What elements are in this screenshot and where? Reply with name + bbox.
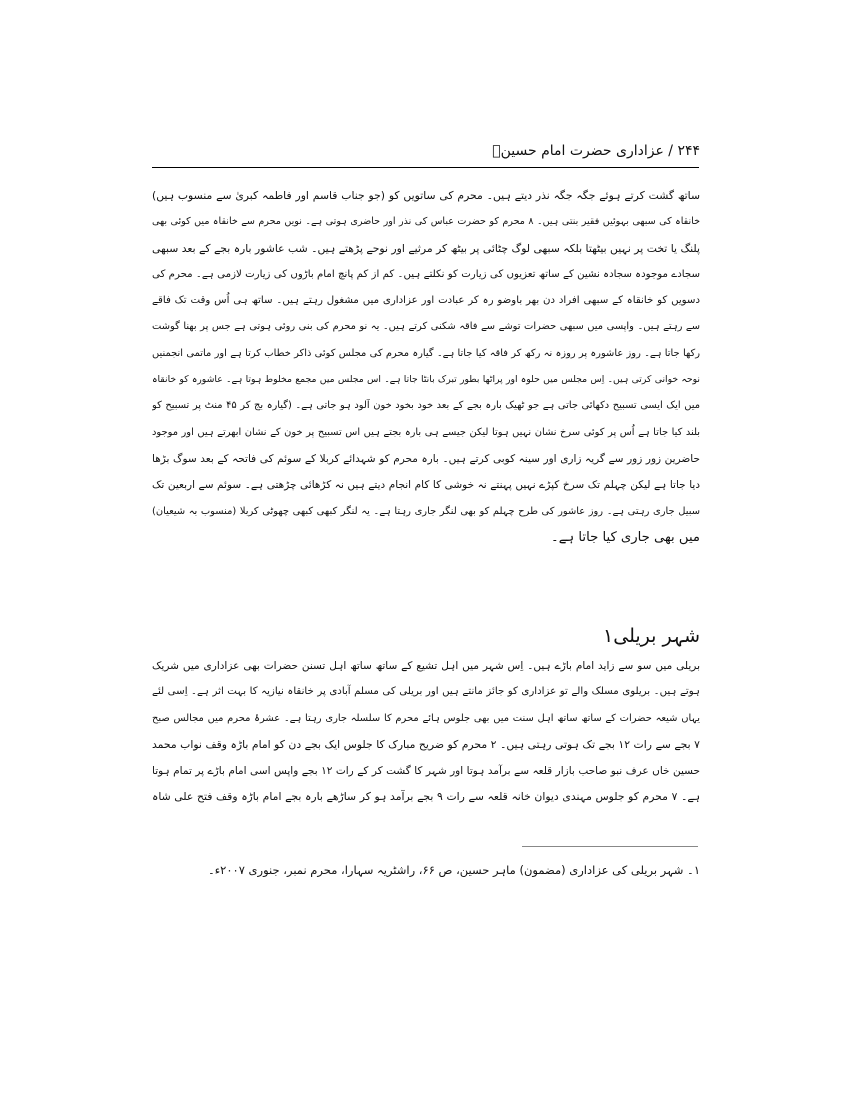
text-line: نوحہ خوانی کرتی ہیں۔ اِس مجلس میں حلوہ اور پراٹھا بطور تبرک بانٹا جاتا ہے۔ اس مجلس میں مجمع مخلوط ہوتا ہے۔ عاشورہ کو خانقاہ [152,374,700,386]
text-line: میں ایک ایسی تسبیح دکھائی جاتی ہے جو ٹھیک بارہ بجے کے بعد خود بخود خون آلود ہو جاتی ہے۔ (گیارہ بج کر ۴۵ منٹ پر تسبیح کو [152,400,700,412]
footnote-rule [522,846,698,847]
text-line: دیا جاتا ہے لیکن چہلم تک سرخ کپڑے نہیں پہنتے نہ خوشی کا کام انجام دیتے ہیں نہ کڑھائی چڑھتی ہے۔ سوئم سے اربعین تک [152,479,700,492]
text-line: حاضرین زور زور سے گریہ زاری اور سینہ کوبی کرتے ہیں۔ بارہ محرم کو شہدائے کربلا کے سوئم کی فاتحہ کے بعد سوگ بڑھا [152,452,700,465]
header-rule [152,167,699,168]
text-line: پلنگ یا تخت پر نہیں بیٹھتا بلکہ سبھی لوگ چٹائی پر بیٹھ کر مرثیے اور نوحے پڑھتے ہیں۔ شب عاشور بارہ بجے کے بعد سبھی [152,241,700,255]
text-line: رکھا جاتا ہے۔ روز عاشورہ پر روزہ نہ رکھ کر فاقہ کیا جاتا ہے۔ گیارہ محرم کی مجلس کوئی ذاکر خطاب کرتا ہے اور ماتمی انجمنیں [152,347,700,359]
text-line: بریلی میں سو سے زاید امام باڑے ہیں۔ اِس شہر میں اہل تشیع کے ساتھ ساتھ اہل تسنن حضرات بھی عزاداری میں شریک [152,660,700,672]
text-line: ہوتے ہیں۔ بریلوی مسلک والے تو عزاداری کو جائز مانتے ہیں اور بریلی کی مسلم آبادی پر خانقاہ نیازیہ کا بہت اثر ہے۔ اِسی لئے [152,686,700,698]
text-line: دسویں کو خانقاہ کے سبھی افراد دن بھر باوضو رہ کر عبادت اور عزاداری میں مشغول رہتے ہیں۔ ساتھ ہی اُس وقت تک فاقے [152,295,700,307]
section-heading: شہر بریلی۱ [603,625,700,647]
text-line: میں بھی جاری کیا جاتا ہے۔ [551,529,700,545]
text-line: ساتھ گشت کرتے ہوئے جگہ جگہ نذر دیتے ہیں۔ محرم کی ساتویں کو (جو جناب قاسم اور فاطمہ کبریٰ سے منسوب ہیں) [152,189,700,202]
text-line: یہاں شیعہ حضرات کے ساتھ ساتھ اہل سنت میں بھی جلوس ہائے محرم کا سلسلہ جاری رہتا ہے۔ عشرۂ محرم میں مجالس صبح [152,712,700,724]
body-paragraph-2 [152,653,700,811]
text-line: سے رہتے ہیں۔ واپسی میں سبھی حضرات توشے سے فاقہ شکنی کرتے ہیں۔ یہ نو محرم کی بنی روئی ہوتی ہے جس پر بھنا گوشت [152,321,700,333]
text-line: خانقاہ کی سبھی بہوئیں فقیر بنتی ہیں۔ ۸ محرم کو حضرت عباس کی نذر اور حاضری ہوتی ہے۔ نویں محرم سے خانقاہ میں کوئی بھی [152,216,700,228]
running-head: ۲۴۴ / عزاداری حضرت امام حسینؑ [492,143,700,159]
text-line: حسین خاں عرف نبو صاحب بازار قلعہ سے برآمد ہوتا اور شہر کا گشت کر کے رات ۱۲ بجے واپس اسی امام باڑے پر تمام ہوتا [152,765,700,778]
text-line: سجادے موجودہ سجادہ نشین کے ساتھ تعزیوں کی زیارت کو نکلتے ہیں۔ کم از کم پانچ امام باڑوں کی زیارت لازمی ہے۔ محرم کی [152,268,700,280]
text-line: بلند کیا جاتا ہے اُس پر کوئی سرخ نشان نہیں ہوتا لیکن جیسے ہی بارہ بجتے ہیں اس تسبیح پر خون کے نشان ابھرتے ہیں اور موجود [152,426,700,438]
footnote: ۱۔ شہر بریلی کی عزاداری (مضمون) ماہر حسین، ص ۶۶، راشٹریہ سہارا، محرم نمبر، جنوری ۲۰۰۷ء۔ [208,863,700,877]
text-line: ہے۔ ۷ محرم کو جلوس مہندی دیوان خانہ قلعہ سے رات ۹ بجے برآمد ہو کر ساڑھے بارہ بجے امام باڑہ وقف فتح علی شاہ [152,790,700,804]
text-line: سبیل جاری رہتی ہے۔ روز عاشور کی طرح چہلم کو بھی لنگر جاری رہتا ہے۔ یہ لنگر کبھی کبھی چھوٹی کربلا (منسوب بہ شیعیان) [152,505,700,517]
text-line: ۷ بجے سے رات ۱۲ بجے تک ہوتی رہتی ہیں۔ ۲ محرم کو ضریح مبارک کا جلوس ایک بجے دن کو امام باڑہ وقف نواب محمد [152,737,700,751]
body-paragraph-1 [152,183,700,551]
